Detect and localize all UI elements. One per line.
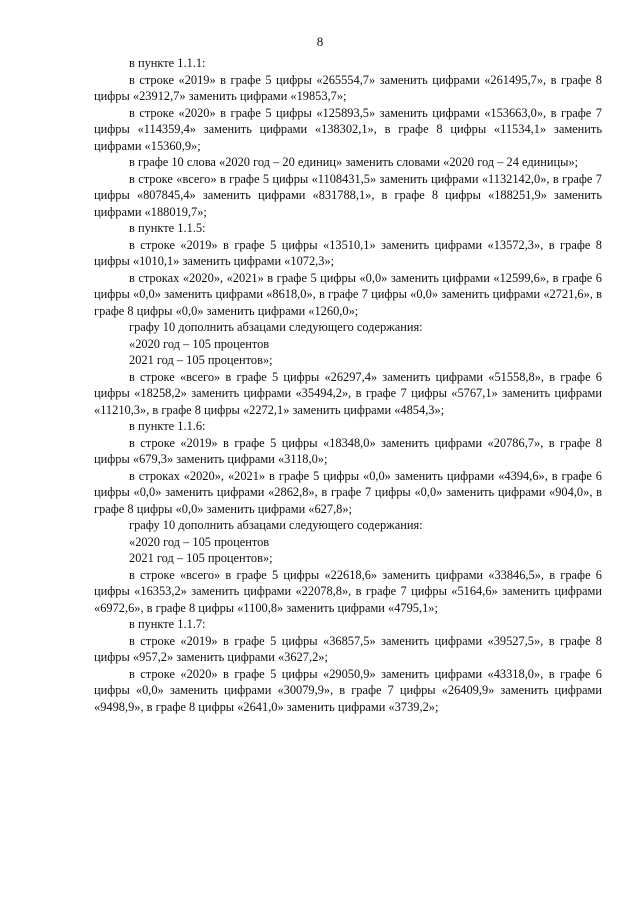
paragraph: в строке «2020» в графе 5 цифры «29050,9» заменить цифрами «43318,0», в графе 6 цифры «0,0» заменить цифрами «30079,9», в графе 7 цифры «26409,9» заменить цифрами «9498,9», в графе 8 цифры «2641,0» заменить цифрами «3739,2»;: [94, 666, 602, 714]
paragraph: в графе 10 слова «2020 год – 20 единиц» заменить словами «2020 год – 24 единицы»;: [129, 155, 579, 169]
paragraph: в пункте 1.1.5:: [129, 221, 206, 235]
paragraph: в строках «2020», «2021» в графе 5 цифры «0,0» заменить цифрами «4394,6», в графе 6 цифры «0,0» заменить цифрами «2862,8», в графе 7 цифры «0,0» заменить цифрами «904,0», в графе 8 цифры «0,0» заменить цифрами «627,8»;: [94, 468, 602, 516]
paragraph: в строке «2019» в графе 5 цифры «18348,0» заменить цифрами «20786,7», в графе 8 цифры «679,3» заменить цифрами «3118,0»;: [94, 435, 602, 466]
paragraph: в строке «2020» в графе 5 цифры «125893,5» заменить цифрами «153663,0», в графе 7 цифры «114359,4» заменить цифрами «138302,1», в графе 8 цифры «11534,1» заменить цифрами «15360,9»;: [94, 105, 602, 153]
page-number: 8: [316, 34, 324, 49]
paragraph: 2021 год – 105 процентов»;: [129, 551, 273, 565]
paragraph: в строке «всего» в графе 5 цифры «1108431,5» заменить цифрами «1132142,0», в графе 7 цифры «807845,4» заменить цифрами «831788,1», в графе 8 цифры «188251,9» заменить цифрами «188019,7»;: [94, 171, 602, 219]
paragraph: в строке «всего» в графе 5 цифры «22618,6» заменить цифрами «33846,5», в графе 6 цифры «16353,2» заменить цифрами «22078,8», в графе 7 цифры «5164,6» заменить цифрами «6972,6», в графе 8 цифры «1100,8» заменить цифрами «4795,1»;: [94, 567, 602, 615]
paragraph: в строке «2019» в графе 5 цифры «265554,7» заменить цифрами «261495,7», в графе 8 цифры «23912,7» заменить цифрами «19853,7»;: [94, 72, 602, 103]
paragraph: в пункте 1.1.1:: [129, 56, 206, 70]
paragraph: в строке «2019» в графе 5 цифры «36857,5» заменить цифрами «39527,5», в графе 8 цифры «957,2» заменить цифрами «3627,2»;: [94, 633, 602, 664]
paragraph: «2020 год – 105 процентов: [129, 534, 270, 549]
paragraph: 2021 год – 105 процентов»;: [129, 353, 273, 367]
paragraph: «2020 год – 105 процентов: [129, 336, 270, 351]
paragraph: графу 10 дополнить абзацами следующего содержания:: [129, 518, 423, 532]
paragraph: в пункте 1.1.7:: [129, 617, 206, 631]
paragraph: графу 10 дополнить абзацами следующего содержания:: [129, 320, 423, 334]
paragraph: в пункте 1.1.6:: [129, 419, 206, 433]
paragraph: в строке «всего» в графе 5 цифры «26297,4» заменить цифрами «51558,8», в графе 6 цифры «18258,2» заменить цифрами «35494,2», в графе 7 цифры «5767,1» заменить цифрами «11210,3», в графе 8 цифры «2272,1» заменить цифрами «4854,3»;: [94, 369, 602, 417]
paragraph: в строке «2019» в графе 5 цифры «13510,1» заменить цифрами «13572,3», в графе 8 цифры «1010,1» заменить цифрами «1072,3»;: [94, 237, 602, 268]
paragraph: в строках «2020», «2021» в графе 5 цифры «0,0» заменить цифрами «12599,6», в графе 6 цифры «0,0» заменить цифрами «8618,0», в графе 7 цифры «0,0» заменить цифрами «2721,6», в графе 8 цифры «0,0» заменить цифрами «1260,0»;: [94, 270, 602, 318]
document-body: [94, 55, 602, 715]
